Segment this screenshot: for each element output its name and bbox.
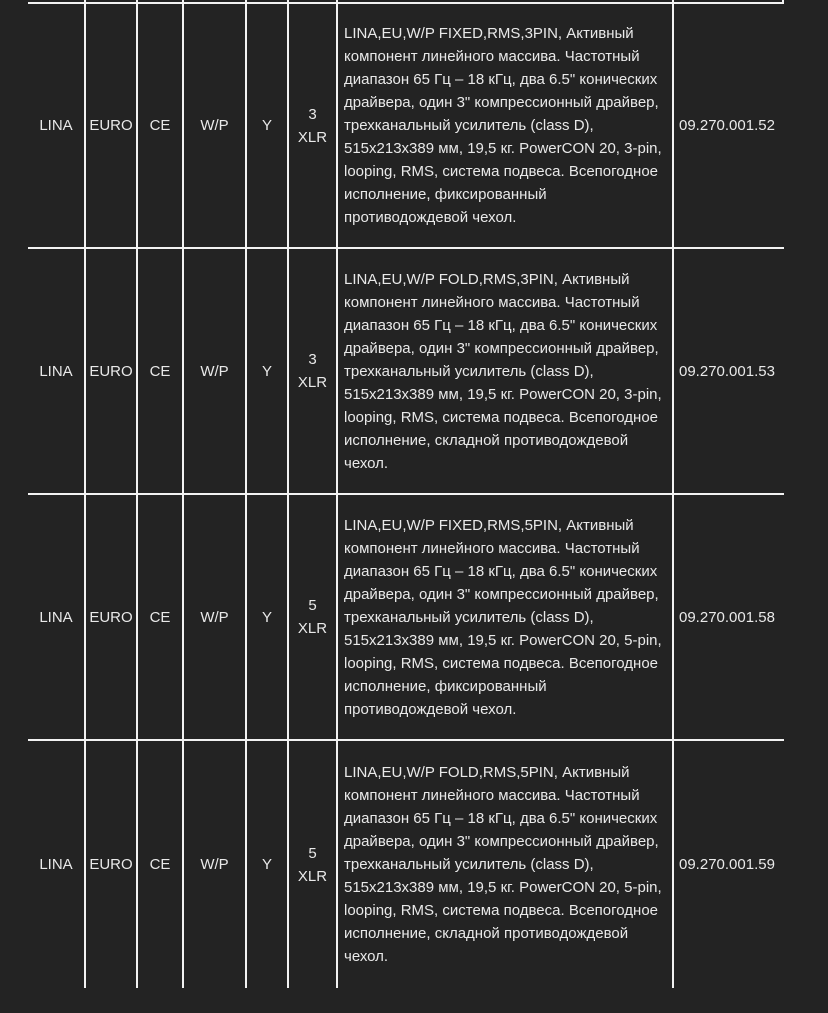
cell-model: LINA	[28, 249, 86, 493]
cell-part-number: 09.270.001.58	[679, 608, 775, 626]
cell-weatherproof: W/P	[184, 741, 247, 988]
cell-cert: CE	[138, 741, 184, 988]
cell-xlr	[289, 4, 338, 247]
xlr-pins: 3	[308, 105, 317, 123]
gridline-stub	[247, 0, 289, 2]
xlr-pins: 5	[308, 844, 317, 862]
cell-xlr	[289, 741, 338, 988]
cell-xlr	[289, 495, 338, 739]
cell-flag: Y	[247, 495, 289, 739]
cell-region: EURO	[86, 495, 138, 739]
cell-model: LINA	[28, 495, 86, 739]
cell-flag: Y	[247, 249, 289, 493]
table-row	[28, 249, 784, 493]
cell-model: LINA	[28, 4, 86, 247]
gridline-stub	[138, 0, 184, 2]
cell-region: EURO	[86, 4, 138, 247]
cell-part-number: 09.270.001.59	[679, 856, 775, 873]
top-gridline-stubs	[28, 0, 784, 2]
cell-description	[338, 741, 674, 988]
cell-model: LINA	[28, 741, 86, 988]
cell-flag: Y	[247, 741, 289, 988]
cell-description	[338, 495, 674, 739]
description-text: LINA,EU,W/P FOLD,RMS,5PIN, Активный компонент линейного массива. Частотный диапазон 65 Гц – 18 кГц, два 6.5" конических драйвера, один 3" компрессионный драйвер, трехканальный усилитель (class D), 515x213x389 мм, 19,5 кг. PowerCON 20, 5-pin, looping, RMS, система подвеса. Всепогодное исполнение, складной противодождевой чехол.	[344, 764, 662, 965]
description-text: LINA,EU,W/P FIXED,RMS,3PIN, Активный компонент линейного массива. Частотный диапазон 65 Гц – 18 кГц, два 6.5" конических драйвера, один 3" компрессионный драйвер, трехканальный усилитель (class D), 515x213x389 мм, 19,5 кг. PowerCON 20, 3-pin, looping, RMS, система подвеса. Всепогодное исполнение, фиксированный противодождевой чехол.	[344, 25, 662, 226]
cell-weatherproof: W/P	[184, 4, 247, 247]
cell-part-number: 09.270.001.52	[679, 117, 775, 134]
gridline-stub	[28, 0, 86, 2]
cell-description	[338, 249, 674, 493]
cell-xlr	[289, 249, 338, 493]
cell-weatherproof: W/P	[184, 495, 247, 739]
cell-cert: CE	[138, 4, 184, 247]
table-row	[28, 4, 784, 247]
gridline-stub	[674, 0, 784, 2]
table-row	[28, 495, 784, 739]
xlr-pins: 5	[308, 597, 317, 614]
gridline-stub	[289, 0, 338, 2]
cell-region: EURO	[86, 249, 138, 493]
cell-cert: CE	[138, 495, 184, 739]
product-table	[28, 0, 784, 988]
xlr-label: XLR	[297, 867, 328, 885]
xlr-pins: 3	[308, 351, 317, 368]
gridline-stub	[86, 0, 138, 2]
cell-part-number: 09.270.001.53	[679, 362, 775, 380]
description-text: LINA,EU,W/P FOLD,RMS,3PIN, Активный компонент линейного массива. Частотный диапазон 65 Гц – 18 кГц, два 6.5" конических драйвера, один 3" компрессионный драйвер, трехканальный усилитель (class D), 515x213x389 мм, 19,5 кг. PowerCON 20, 3-pin, looping, RMS, система подвеса. Всепогодное исполнение, складной противодождевой чехол.	[344, 270, 662, 472]
xlr-label: XLR	[297, 620, 328, 637]
xlr-label: XLR	[297, 374, 328, 391]
cell-flag: Y	[247, 4, 289, 247]
cell-cert: CE	[138, 249, 184, 493]
description-text: LINA,EU,W/P FIXED,RMS,5PIN, Активный компонент линейного массива. Частотный диапазон 65 Гц – 18 кГц, два 6.5" конических драйвера, один 3" компрессионный драйвер, трехканальный усилитель (class D), 515x213x389 мм, 19,5 кг. PowerCON 20, 5-pin, looping, RMS, система подвеса. Всепогодное исполнение, фиксированный противодождевой чехол.	[344, 516, 662, 718]
cell-region: EURO	[86, 741, 138, 988]
xlr-label: XLR	[297, 128, 328, 146]
table-row	[28, 741, 784, 988]
gridline-stub	[184, 0, 247, 2]
cell-description	[338, 4, 674, 247]
cell-weatherproof: W/P	[184, 249, 247, 493]
